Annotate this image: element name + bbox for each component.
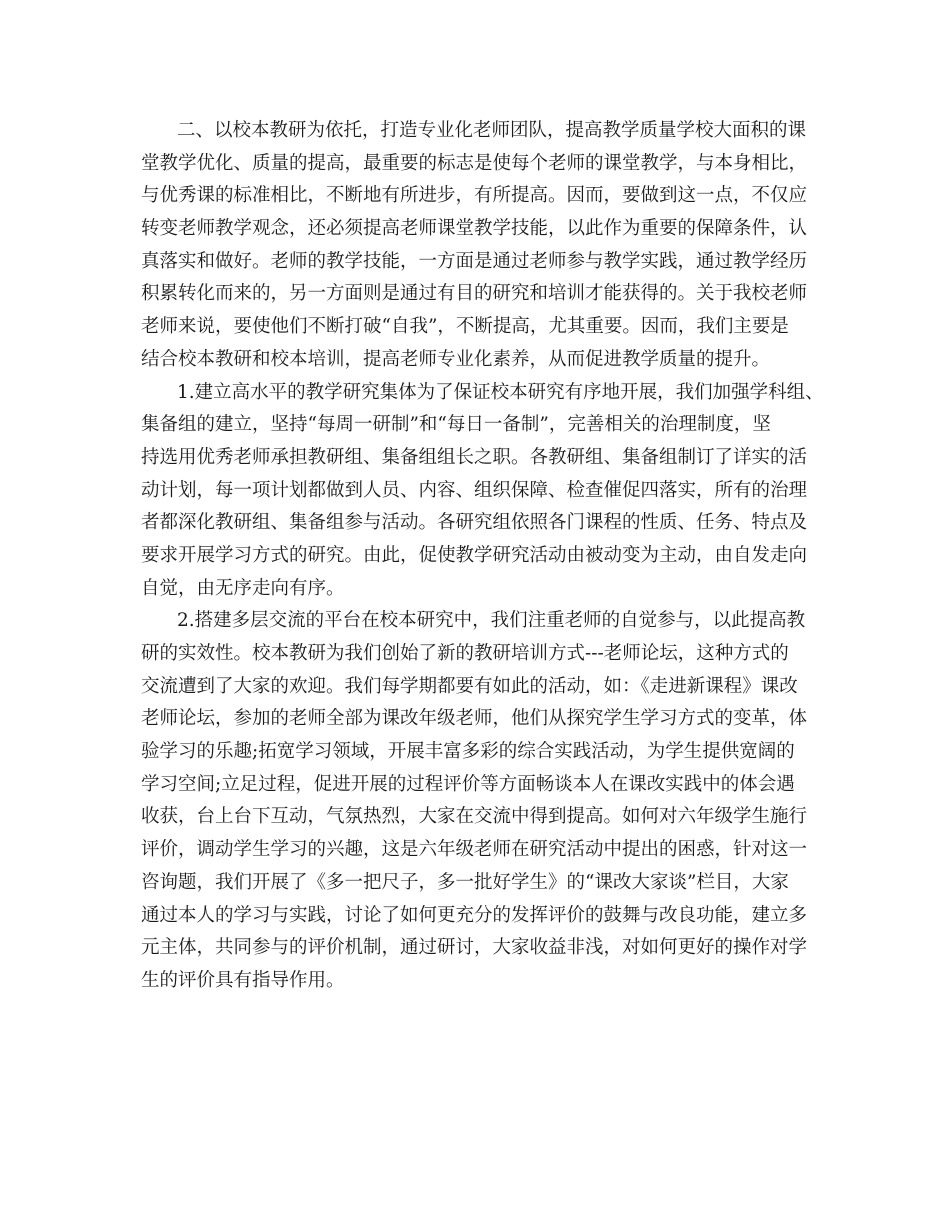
text-line: 通过本人的学习与实践，讨论了如何更充分的发挥评价的鼓舞与改良功能，建立多 [141, 904, 808, 926]
text-line: 老师来说，要使他们不断打破“自我”，不断提高，尤其重要。因而，我们主要是 [141, 316, 789, 338]
text-line: 收获，台上台下互动，气氛热烈，大家在交流中得到提高。如何对六年级学生施行 [141, 806, 808, 828]
paragraph-research-collective [141, 377, 824, 606]
text-line: 要求开展学习方式的研究。由此，促使教学研究活动由被动变为主动，由自发走向 [141, 544, 808, 566]
text-line: 动计划，每一项计划都做到人员、内容、组织保障、检查催促四落实，所有的治理 [141, 479, 808, 501]
text-line: 堂教学优化、质量的提高，最重要的标志是使每个老师的课堂教学，与本身相比， [141, 152, 808, 174]
text-line: 自觉，由无序走向有序。 [141, 577, 345, 599]
text-line: 生的评价具有指导作用。 [141, 969, 345, 991]
text-line: 老师论坛，参加的老师全部为课改年级老师，他们从探究学生学习方式的变革，体 [141, 708, 808, 730]
text-line: 评价，调动学生学习的兴趣，这是六年级老师在研究活动中提出的困惑，针对这一 [141, 839, 808, 861]
text-line: 者都深化教研组、集备组参与活动。各研究组依照各门课程的性质、任务、特点及 [141, 512, 808, 534]
text-line: 验学习的乐趣;拓宽学习领域，开展丰富多彩的综合实践活动，为学生提供宽阔的 [141, 741, 795, 763]
text-line: 1.建立高水平的教学研究集体为了保证校本研究有序地开展，我们加强学科组、 [177, 381, 824, 403]
document-body [141, 115, 824, 998]
text-line: 真落实和做好。老师的教学技能，一方面是通过老师参与教学实践，通过教学经历 [141, 250, 808, 272]
text-line: 积累转化而来的，另一方面则是通过有目的研究和培训才能获得的。关于我校老师 [141, 283, 808, 305]
text-line: 转变老师教学观念，还必须提高老师课堂教学技能，以此作为重要的保障条件，认 [141, 218, 808, 240]
text-line: 学习空间;立足过程，促进开展的过程评价等方面畅谈本人在课改实践中的体会遇 [141, 773, 795, 795]
text-line: 结合校本教研和校本培训，提高老师专业化素养，从而促进教学质量的提升。 [141, 348, 771, 370]
text-line: 与优秀课的标准相比，不断地有所进步，有所提高。因而，要做到这一点，不仅应 [141, 185, 808, 207]
paragraph-exchange-platform [141, 605, 821, 997]
text-line: 咨询题，我们开展了《多一把尺子，多一批好学生》的“课改大家谈”栏目，大家 [141, 871, 789, 893]
paragraph-school-research [141, 115, 821, 377]
text-line: 研的实效性。校本教研为我们创始了新的教研培训方式---老师论坛，这种方式的 [141, 643, 789, 664]
text-line: 元主体，共同参与的评价机制，通过研讨，大家收益非浅，对如何更好的操作对学 [141, 937, 808, 959]
text-line: 集备组的建立，坚持“每周一研制”和“每日一备制”，完善相关的治理制度，坚 [141, 414, 771, 436]
text-line: 交流遭到了大家的欢迎。我们每学期都要有如此的活动，如：《走进新课程》课改 [141, 675, 798, 697]
text-line: 持选用优秀老师承担教研组、集备组组长之职。各教研组、集备组制订了详实的活 [141, 446, 808, 468]
text-line: 二、以校本教研为依托，打造专业化老师团队，提高教学质量学校大面积的课 [177, 120, 807, 141]
text-line: 2.搭建多层交流的平台在校本研究中，我们注重老师的自觉参与，以此提高教 [177, 610, 806, 632]
